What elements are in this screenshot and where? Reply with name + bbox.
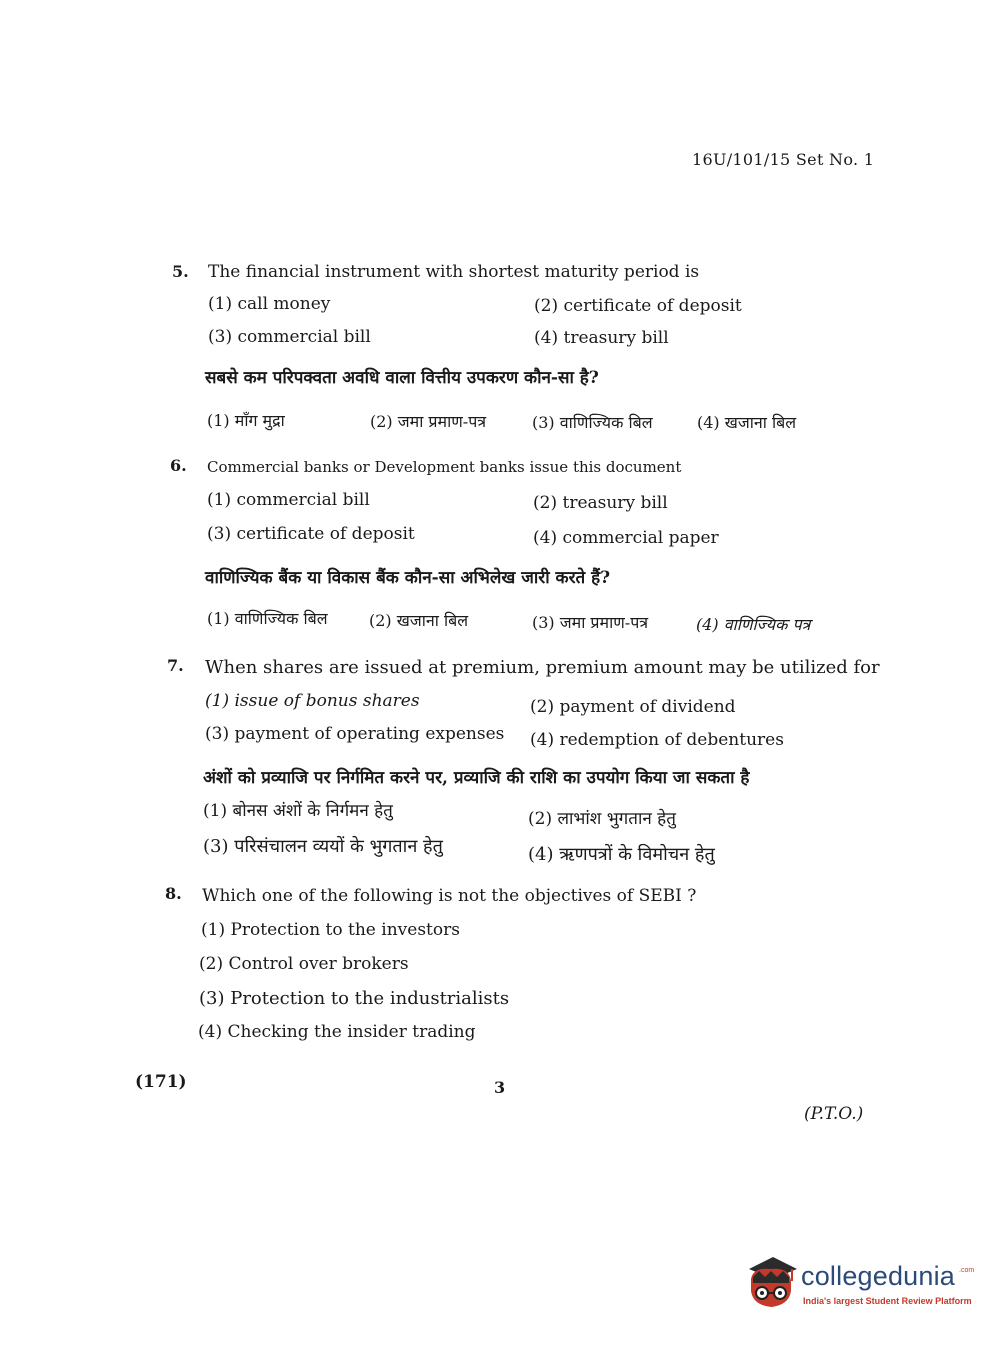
option-hindi: (2) लाभांश भुगतान हेतु <box>528 809 676 829</box>
option: (3) certificate of deposit <box>207 524 415 544</box>
option-hindi: (2) जमा प्रमाण-पत्र <box>370 412 487 431</box>
logo-domain-suffix: .com <box>959 1267 975 1274</box>
question-text: Which one of the following is not the objectives of SEBI ? <box>202 886 697 906</box>
option-hindi: (3) जमा प्रमाण-पत्र <box>532 613 649 632</box>
option-hindi: (3) वाणिज्यिक बिल <box>532 413 653 432</box>
option: (3) Protection to the industrialists <box>199 988 510 1009</box>
option-hindi: (1) वाणिज्यिक बिल <box>207 609 328 628</box>
option: (4) commercial paper <box>533 528 719 548</box>
paper-code: 16U/101/15 Set No. 1 <box>692 150 875 169</box>
question-text-hindi: अंशों को प्रव्याजि पर निर्गमित करने पर, प्रव्याजि की राशि का उपयोग किया जा सकता है <box>203 768 750 788</box>
option-hindi: (1) माँग मुद्रा <box>207 411 285 430</box>
option-hindi: (4) वाणिज्यिक पत्र <box>696 615 811 634</box>
option-hindi: (4) ऋणपत्रों के विमोचन हेतु <box>528 844 715 865</box>
question-text: Commercial banks or Development banks issue this document <box>207 458 682 476</box>
option-hindi: (1) बोनस अंशों के निर्गमन हेतु <box>203 801 393 821</box>
question-number: 6. <box>170 456 187 475</box>
option: (2) certificate of deposit <box>534 296 742 316</box>
logo-tagline: India's largest Student Review Platform <box>803 1296 972 1306</box>
option: (1) Protection to the investors <box>201 920 460 940</box>
mascot-icon <box>743 1255 799 1313</box>
option: (4) redemption of debentures <box>530 730 784 750</box>
option: (2) treasury bill <box>533 493 668 513</box>
page-number: 3 <box>494 1078 506 1097</box>
option-hindi: (4) खजाना बिल <box>697 413 797 432</box>
please-turn-over: (P.T.O.) <box>804 1104 864 1124</box>
option: (3) payment of operating expenses <box>205 724 505 744</box>
option: (1) commercial bill <box>207 490 370 510</box>
paper-series-code: (171) <box>135 1072 187 1092</box>
question-text-hindi: वाणिज्यिक बैंक या विकास बैंक कौन-सा अभिलेख जारी करते हैं? <box>205 568 611 588</box>
question-text: When shares are issued at premium, premium amount may be utilized for <box>205 657 880 678</box>
option: (1) issue of bonus shares <box>205 691 420 711</box>
question-number: 8. <box>165 884 182 903</box>
collegedunia-logo <box>743 1255 973 1315</box>
question-number: 5. <box>172 262 189 281</box>
option: (2) payment of dividend <box>530 697 736 717</box>
option-hindi: (3) परिसंचालन व्ययों के भुगतान हेतु <box>203 836 443 857</box>
question-text: The financial instrument with shortest maturity period is <box>208 262 700 282</box>
question-text-hindi: सबसे कम परिपक्वता अवधि वाला वित्तीय उपकरण कौन-सा है? <box>205 368 599 388</box>
option: (2) Control over brokers <box>199 954 409 974</box>
option: (3) commercial bill <box>208 327 371 347</box>
option: (4) Checking the insider trading <box>198 1022 476 1042</box>
logo-wordmark: collegedunia <box>801 1261 956 1291</box>
option-hindi: (2) खजाना बिल <box>369 611 469 630</box>
option: (1) call money <box>208 294 331 314</box>
option: (4) treasury bill <box>534 328 669 348</box>
question-number: 7. <box>167 656 184 675</box>
